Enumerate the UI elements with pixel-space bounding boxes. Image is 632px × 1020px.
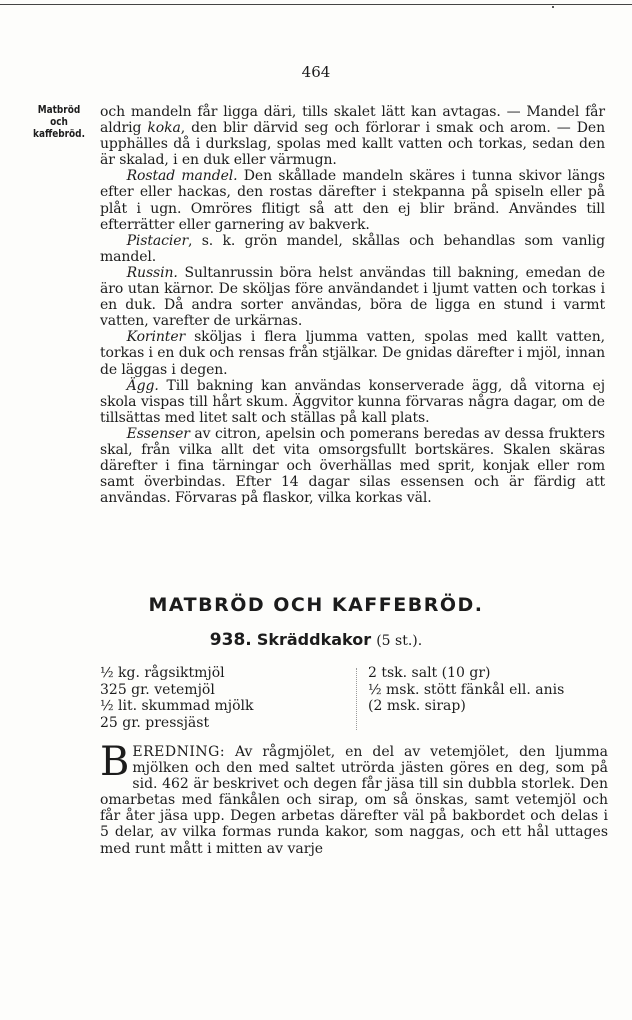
ingredients-divider [356,668,358,730]
paragraph [100,104,605,168]
ingredient-line: 25 gr. pressjäst [100,714,210,731]
text-run: , den blir därvid seg och förlorar i smak och arom. — Den upphälles då i durkslag, spolas med kallt vatten och torkas, sedan den är skalad, i en duk eller värmugn. [100,120,605,169]
text-run: Till bakning kan användas konserverade ägg, då vitorna ej skola vispas till hårt skum. Äggvitor kunna förvaras några dagar, om de tillsättas med litet salt och ställas på kall plats. [100,377,605,426]
body-text [100,104,605,506]
recipe-name: Skräddkakor [256,630,372,649]
text-run: , s. k. grön mandel, skållas och behandlas som vanlig mandel. [100,232,605,265]
italic-term: koka [147,120,181,137]
text-run: sköljas i flera ljumma vatten, spolas med kallt vatten, torkas i en duk och rensas från stjälkar. De gnidas därefter i mjöl, innan de läggas i degen. [100,329,605,378]
margin-note [28,104,91,140]
text-run: Den skållade mandeln skäres i tunna skivor längs efter eller hackas, den rostas därefter i stekpanna på spiseln eller på plåt i ugn. Omröres flitigt så att den ej blir bränd. Användes till efterrätter eller garnering av bakverk. [100,168,605,233]
paragraph [100,329,605,377]
top-rule [0,4,632,5]
italic-term: Russin. [126,264,178,281]
margin-note-line: kaffebröd. [33,128,85,140]
text-run: Sultanrussin böra helst användas till bakning, emedan de äro utan kärnor. De sköljas före användandet i ljumt vatten och torkas i en duk. Då andra sorter användas, böra de ligga en stund i varmt vatten, varefter de urkärnas. [100,264,605,330]
paragraph [100,233,605,265]
ingredients-left [100,665,254,731]
page-number: 464 [301,63,331,81]
speck [552,6,554,8]
preparation-lead: EREDNING: [132,744,226,760]
text-run: av citron, apelsin och pomerans beredas av dessa frukters skal, från vilka allt det vita omsorgsfullt bortskäres. Skalen skäras därefter i fina tärningar och överhällas med sprit, konjak eller rom samt överbindas. Efter 14 dagar silas essensen och är färdig att användas. Förvaras på flaskor, vilka korkas väl. [100,425,605,507]
paragraph [100,168,605,232]
text-run: och mandeln får ligga däri, tills skalet lätt kan avtagas. — Mandel får aldrig [100,104,605,137]
margin-note-line: Matbröd [37,104,81,116]
section-title: MATBRÖD OCH KAFFEBRÖD. [148,594,484,616]
paragraph [100,426,605,506]
recipe-yield: (5 st.). [376,633,423,649]
ingredient-line: ½ msk. stött fänkål ell. anis [368,681,565,698]
ingredient-line: ½ kg. rågsiktmjöl [100,665,225,681]
ingredients-right [368,665,564,715]
ingredient-line: (2 msk. sirap) [368,698,466,714]
margin-note-line: och [50,116,68,128]
drop-cap: B [100,739,130,785]
italic-term: Ägg. [126,377,159,394]
recipe-title [0,630,632,650]
ingredient-line: 325 gr. vetemjöl [100,681,215,698]
italic-term: Essenser [126,425,190,442]
italic-term: Pistacier [126,232,189,249]
paragraph [100,265,605,329]
paragraph [100,378,605,426]
ingredient-line: ½ lit. skummad mjölk [100,698,254,714]
italic-term: Korinter [126,329,186,346]
italic-term: Rostad mandel. [126,168,238,185]
preparation-text [100,739,608,857]
recipe-number: 938. [209,630,252,650]
preparation-body: Av rågmjölet, en del av vetemjölet, den ljumma mjölken och den med saltet utrörda jästen göres en deg, som på sid. 462 är beskrivet och degen får jäsa till sin dubbla storlek. Den omarbetas med fänkålen och sirap, om så önskas, samt vetemjöl och får åter jäsa upp. Degen arbetas därefter väl på bakbordet och delas i 5 delar, av vilka formas runda kakor, som naggas, och ett hål uttages med runt mått i mitten av varje [100,744,608,857]
ingredient-line: 2 tsk. salt (10 gr) [368,665,491,681]
